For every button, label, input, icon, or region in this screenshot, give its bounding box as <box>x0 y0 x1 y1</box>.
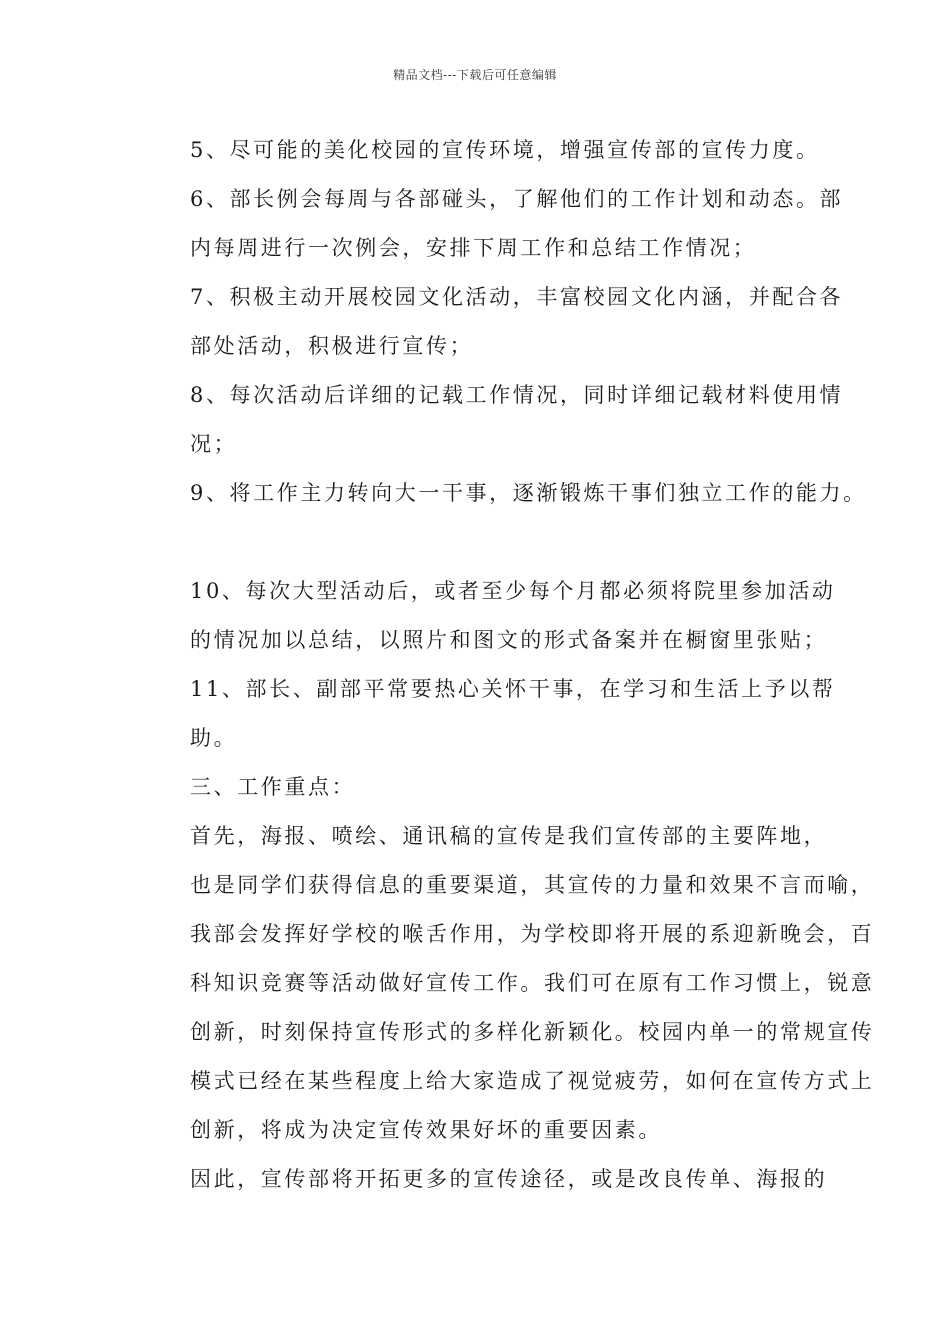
paragraph-work-focus <box>145 812 875 1155</box>
text-line: 模式已经在某些程度上给大家造成了视觉疲劳，如何在宣传方式上 <box>190 1069 875 1093</box>
text-line: 创新，时刻保持宣传形式的多样化新颖化。校园内单一的常规宣传 <box>190 1020 875 1044</box>
text-line: 9、将工作主力转向大一干事，逐渐锻炼干事们独立工作的能力。 <box>190 481 867 505</box>
page-header: 精品文档---下载后可任意编辑 <box>393 68 557 82</box>
text-line: 5、尽可能的美化校园的宣传环境，增强宣传部的宣传力度。 <box>190 138 820 162</box>
text-line: 三、工作重点： <box>190 775 356 799</box>
text-line: 况； <box>190 432 238 456</box>
text-line: 因此，宣传部将开拓更多的宣传途径，或是改良传单、海报的 <box>190 1167 828 1191</box>
paragraph-item-5 <box>145 126 820 175</box>
section-heading <box>145 763 810 812</box>
text-line: 内每周进行一次例会，安排下周工作和总结工作情况； <box>190 236 757 260</box>
paragraph-item-9 <box>145 469 867 518</box>
paragraph-item-6 <box>145 175 844 273</box>
text-line: 科知识竞赛等活动做好宣传工作。我们可在原有工作习惯上，锐意 <box>190 971 875 995</box>
paragraph-item-11 <box>145 665 836 763</box>
paragraph-item-7 <box>145 273 844 371</box>
text-line: 首先，海报、喷绘、通讯稿的宣传是我们宣传部的主要阵地， <box>190 824 828 848</box>
paragraph-item-10 <box>145 567 836 665</box>
paragraph-therefore <box>145 1155 828 1204</box>
blank-line <box>145 518 810 567</box>
text-line: 部处活动，积极进行宣传； <box>190 334 474 358</box>
text-line: 10、每次大型活动后，或者至少每个月都必须将院里参加活动 <box>190 579 836 603</box>
text-line: 7、积极主动开展校园文化活动，丰富校园文化内涵，并配合各 <box>190 285 844 309</box>
document-body <box>145 126 875 1204</box>
text-line: 创新，将成为决定宣传效果好坏的重要因素。 <box>190 1118 662 1142</box>
text-line: 6、部长例会每周与各部碰头，了解他们的工作计划和动态。部 <box>190 187 844 211</box>
text-line: 8、每次活动后详细的记载工作情况，同时详细记载材料使用情 <box>190 383 844 407</box>
text-line: 助。 <box>190 726 238 750</box>
paragraph-item-8 <box>145 371 844 469</box>
text-line: 11、部长、副部平常要热心关怀干事，在学习和生活上予以帮 <box>190 677 836 701</box>
text-line: 我部会发挥好学校的喉舌作用，为学校即将开展的系迎新晚会，百 <box>190 922 875 946</box>
text-line: 也是同学们获得信息的重要渠道，其宣传的力量和效果不言而喻， <box>190 873 875 897</box>
text-line: 的情况加以总结，以照片和图文的形式备案并在橱窗里张贴； <box>190 628 828 652</box>
